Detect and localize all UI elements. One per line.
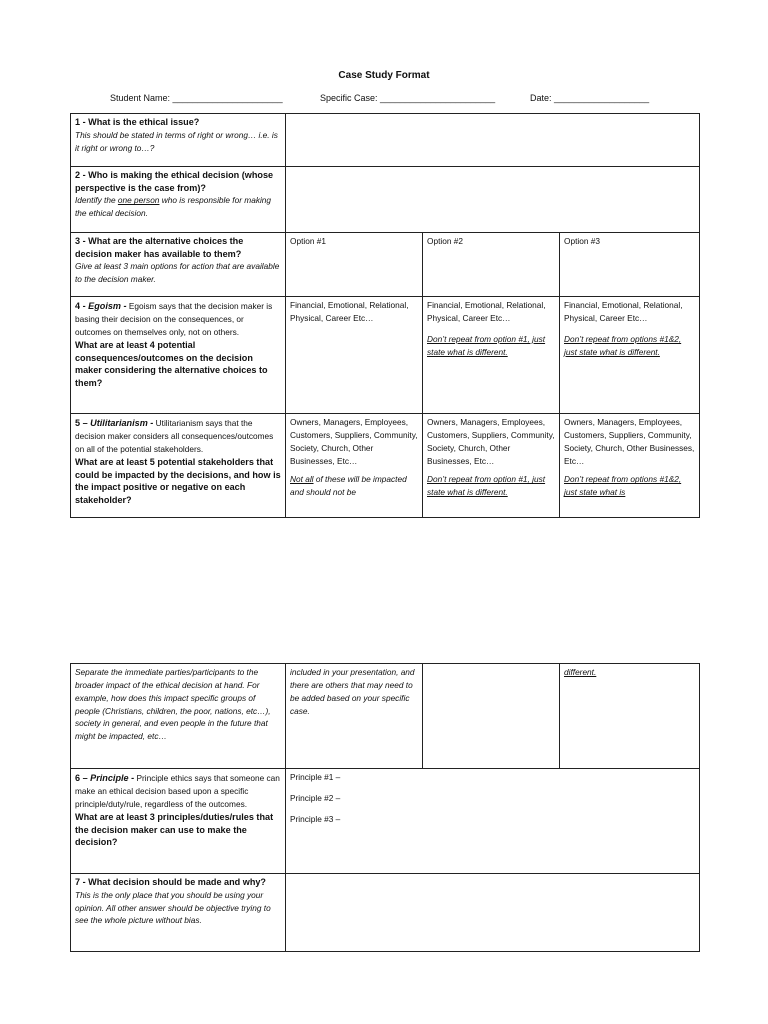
decision-answer-cell[interactable] — [286, 874, 700, 952]
utilitarianism-definition: 5 – Utilitarianism - Utilitarianism says that the decision maker considers all consequences/outcomes on all of the potential stakeholders. — [75, 418, 274, 454]
egoism-cell-option3[interactable] — [560, 297, 700, 414]
question-label: What are at least 4 potential consequences/outcomes on the decision maker considering the alternative choices to them? — [75, 339, 268, 388]
stakeholder-guidance: Separate the immediate parties/participants to the broader impact of the ethical decision at hand. For example, how does this impact specific groups of people (Christians, children, the poor, nations, etc…), society in general, and even people in the future that might be impacted, etc… — [75, 667, 271, 742]
prompt-cell — [71, 874, 286, 952]
question-description: Identify the one person who is responsible for making the ethical decision. — [75, 195, 272, 219]
row-decision-maker — [71, 167, 700, 233]
utilitarianism-cell-option2-cont[interactable] — [423, 664, 560, 769]
row-utilitarianism — [71, 414, 700, 518]
student-name-field[interactable]: Student Name: ______________________ — [110, 93, 283, 103]
hint-text: Owners, Managers, Employees, Customers, Suppliers, Community, Society, Church, Other Businesses, Etc… — [290, 417, 418, 466]
question-label: What are at least 5 potential stakeholders that could be impacted by the decisions, and how is the impact positive or negative on each stakeholder? — [75, 456, 281, 505]
answer-cell-ethical-issue[interactable] — [286, 114, 700, 167]
option-cell[interactable] — [423, 233, 560, 297]
date-field[interactable]: Date: ___________________ — [530, 93, 650, 103]
principle-answer-cell[interactable] — [286, 769, 700, 874]
hint-text: Financial, Emotional, Relational, Physical, Career Etc… — [290, 300, 409, 323]
question-label: 2 - Who is making the ethical decision (whose perspective is the case from)? — [75, 170, 274, 193]
row-alternatives — [71, 233, 700, 297]
stakeholder-note: Not all of these will be impacted and should not be — [290, 474, 407, 498]
case-study-table-page1 — [70, 113, 700, 518]
case-study-table-page2 — [70, 663, 700, 952]
utilitarianism-cell-option3[interactable] — [560, 414, 700, 518]
egoism-cell-option1[interactable] — [286, 297, 423, 414]
principle-3-label: Principle #3 – — [290, 813, 341, 824]
stakeholder-note-cont: included in your presentation, and there are others that may need to be added based on your specific case. — [290, 667, 415, 716]
row-decision — [71, 874, 700, 952]
prompt-cell — [71, 769, 286, 874]
option-label: Option #1 — [290, 236, 326, 246]
principle-1-label: Principle #1 – — [290, 772, 341, 782]
row-principle — [71, 769, 700, 874]
question-description: This is the only place that you should be using your opinion. All other answer should be objective trying to see the whole picture without bias. — [75, 889, 271, 926]
hint-text: Owners, Managers, Employees, Customers, Suppliers, Community, Society, Church, Other Businesses, Etc… — [564, 417, 695, 466]
hint-text: Financial, Emotional, Relational, Physical, Career Etc… — [427, 300, 546, 323]
utilitarianism-cell-option1[interactable] — [286, 414, 423, 518]
repeat-note: Don’t repeat from options #1&2, just state what is different. — [564, 333, 682, 357]
egoism-definition: 4 - Egoism - Egoism says that the decision maker is basing their decision on the consequences, or outcomes on themselves only, not on others. — [75, 301, 273, 337]
question-description: This should be stated in terms of right or wrong… i.e. is it right or wrong to…? — [75, 129, 278, 153]
repeat-note: Don’t repeat from option #1, just state what is different. — [427, 474, 546, 498]
question-label: 3 - What are the alternative choices the decision maker has available to them? — [75, 236, 244, 259]
utilitarianism-cell-option2[interactable] — [423, 414, 560, 518]
question-description: Give at least 3 main options for action that are available to the decision maker. — [75, 261, 280, 285]
answer-cell-decision-maker[interactable] — [286, 167, 700, 233]
repeat-note: Don’t repeat from options #1&2, just state what is — [564, 474, 682, 498]
prompt-cell — [71, 167, 286, 233]
row-egoism — [71, 297, 700, 414]
hint-text: Financial, Emotional, Relational, Physical, Career Etc… — [564, 300, 683, 323]
prompt-cell — [71, 414, 286, 518]
option-cell[interactable] — [286, 233, 423, 297]
principle-definition: 6 – Principle - Principle ethics says that someone can make an ethical decision based upon a specific principle/duty/rule, regardless of the outcomes. — [75, 773, 280, 809]
prompt-cell — [71, 233, 286, 297]
egoism-cell-option2[interactable] — [423, 297, 560, 414]
question-label: 7 - What decision should be made and why? — [75, 877, 266, 887]
principle-2-label: Principle #2 – — [290, 792, 341, 803]
prompt-cell — [71, 664, 286, 769]
hint-text: Owners, Managers, Employees, Customers, Suppliers, Community, Society, Church, Other Businesses, Etc… — [427, 417, 555, 466]
option-label: Option #3 — [564, 236, 600, 246]
prompt-cell — [71, 297, 286, 414]
page-title: Case Study Format — [338, 70, 430, 81]
row-utilitarianism-continued — [71, 664, 700, 769]
question-label: What are at least 3 principles/duties/rules that the decision maker can use to make the decision? — [75, 811, 274, 848]
option-label: Option #2 — [427, 236, 463, 246]
specific-case-field[interactable]: Specific Case: _______________________ — [320, 93, 496, 103]
row-ethical-issue — [71, 114, 700, 167]
utilitarianism-cell-option1-cont[interactable] — [286, 664, 423, 769]
question-label: 1 - What is the ethical issue? — [75, 117, 200, 127]
prompt-cell — [71, 114, 286, 167]
repeat-note: Don’t repeat from option #1, just state what is different. — [427, 333, 546, 357]
repeat-note-cont: different. — [564, 667, 597, 677]
option-cell[interactable] — [560, 233, 700, 297]
utilitarianism-cell-option3-cont[interactable] — [560, 664, 700, 769]
